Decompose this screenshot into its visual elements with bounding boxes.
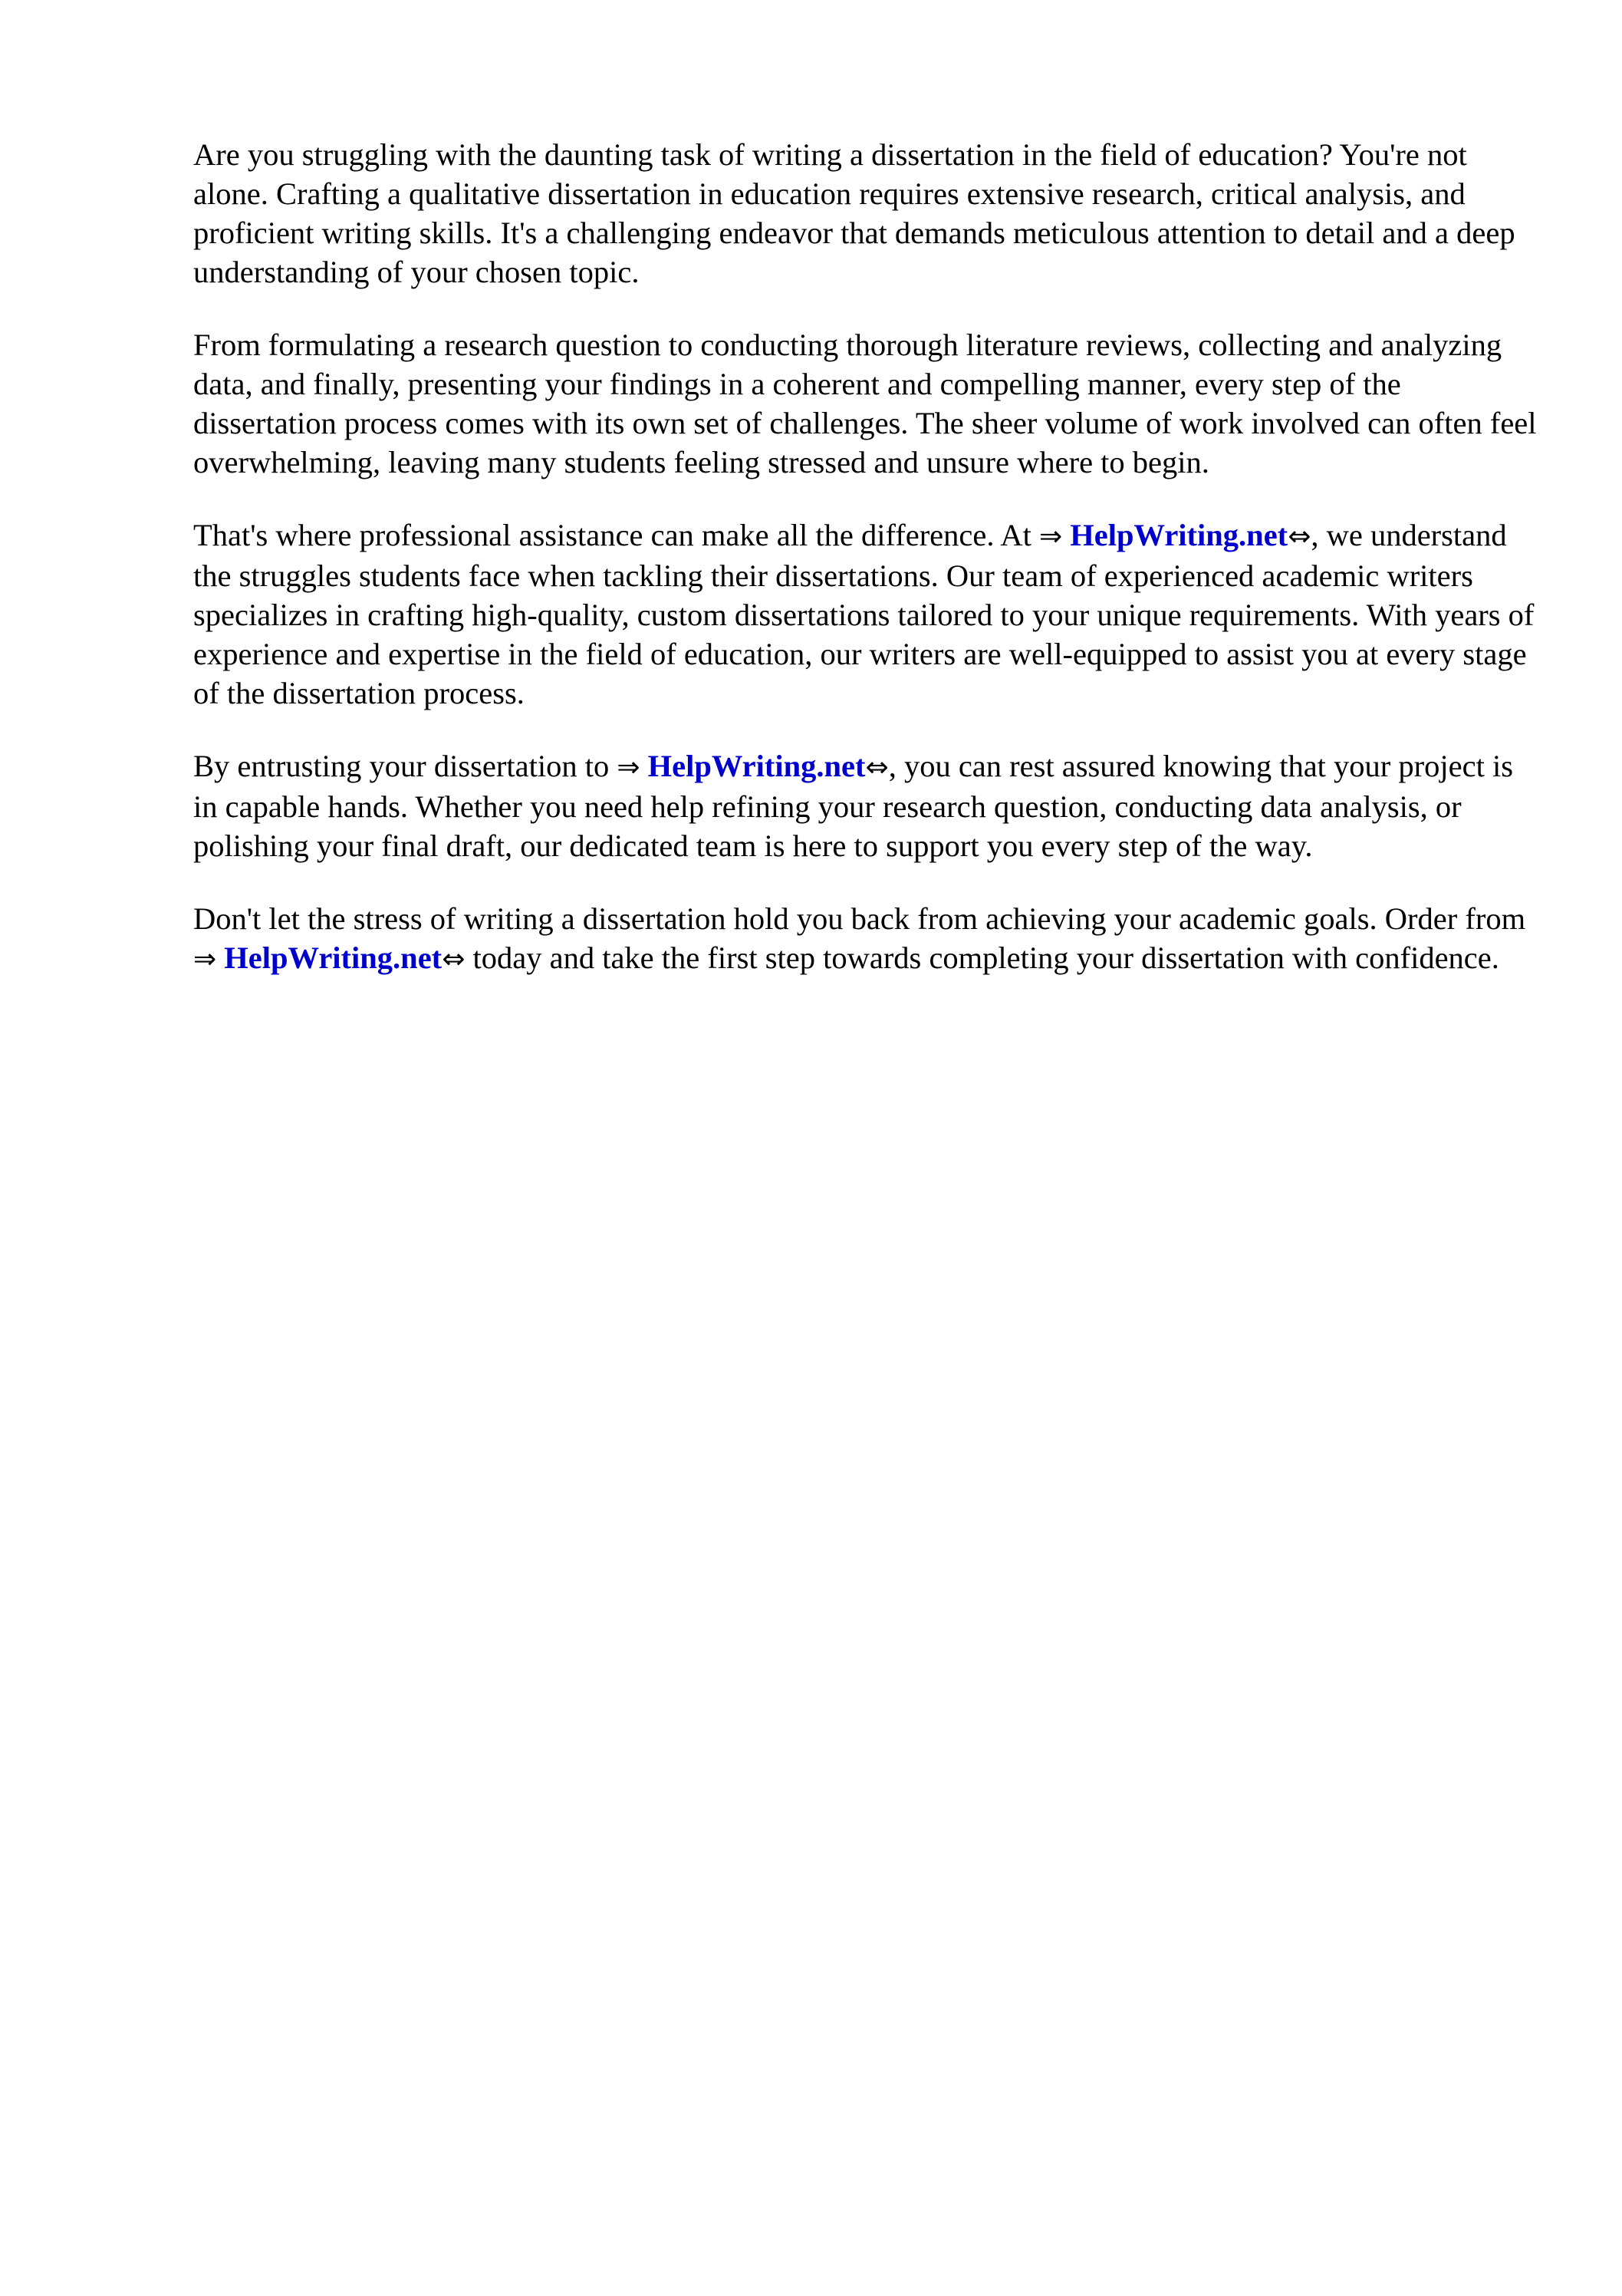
paragraph-entrusting-text-end: , you can rest assured knowing that your project is in capable hands. Whether you need help refining your research question, conducting data analysis, or polishing your final draft, our dedicated team is here to support you every step of the way. bbox=[193, 749, 1513, 863]
paragraph-closing-text-start: Don't let the stress of writing a dissertation hold you back from achieving your academic goals. Order from bbox=[193, 901, 1526, 936]
arrow-right-icon: ⇒ bbox=[617, 752, 640, 783]
paragraph-intro: Are you struggling with the daunting task of writing a dissertation in the field of education? You're not alone. Crafting a qualitative dissertation in education requires extensive research, critical analysis, and proficient writing skills. It's a challenging endeavor that demands meticulous attention to detail and a deep understanding of your chosen topic. bbox=[193, 137, 1515, 289]
arrow-both-icon: ⇔ bbox=[1288, 521, 1311, 552]
paragraph-assistance-text-end: , we understand the struggles students face when tackling their dissertations. Our team of experienced academic writers specializes in crafting high-quality, custom dissertations tailored to your unique requirements. With years of experience and expertise in the field of education, our writers are well-equipped to assist you at every stage of the dissertation process. bbox=[193, 518, 1535, 710]
paragraph-entrusting-text-start: By entrusting your dissertation to bbox=[193, 749, 617, 783]
arrow-right-icon: ⇒ bbox=[193, 944, 217, 975]
helpwriting-link[interactable]: HelpWriting.net bbox=[647, 749, 866, 783]
arrow-both-icon: ⇔ bbox=[865, 752, 889, 783]
paragraph-closing-text-end: today and take the first step towards completing your dissertation with confidence. bbox=[465, 940, 1499, 975]
paragraph-assistance-text-start: That's where professional assistance can make all the difference. At bbox=[193, 518, 1039, 552]
paragraph-closing bbox=[193, 899, 1543, 979]
arrow-both-icon: ⇔ bbox=[442, 944, 466, 975]
document-page bbox=[193, 135, 1543, 1013]
paragraph-challenges: From formulating a research question to conducting thorough literature reviews, collecting and analyzing data, and finally, presenting your findings in a coherent and compelling manner, every step of the dissertation process comes with its own set of challenges. The sheer volume of work involved can often feel overwhelming, leaving many students feeling stressed and unsure where to begin. bbox=[193, 328, 1537, 479]
helpwriting-link[interactable]: HelpWriting.net bbox=[1070, 518, 1288, 552]
paragraph-assistance bbox=[193, 516, 1543, 713]
helpwriting-link[interactable]: HelpWriting.net bbox=[224, 940, 443, 975]
paragraph-entrusting bbox=[193, 746, 1543, 865]
arrow-right-icon: ⇒ bbox=[1039, 521, 1063, 552]
